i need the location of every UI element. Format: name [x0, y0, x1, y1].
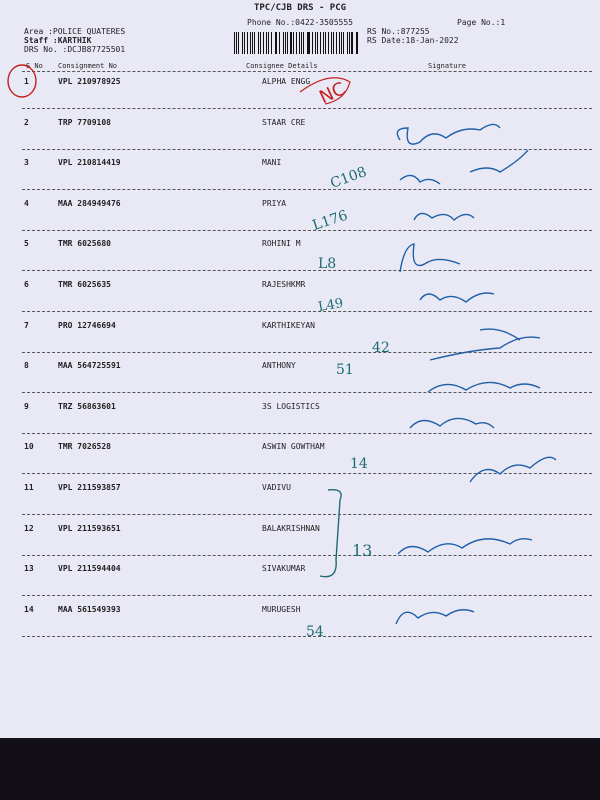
col-header-sno: S No [26, 62, 43, 70]
row-serial-number: 7 [24, 321, 29, 330]
row-consignee-name: 3S LOGISTICS [262, 402, 320, 411]
signature-row-12 [398, 539, 532, 554]
rs-date-field: RS Date:18-Jan-2022 [367, 36, 459, 45]
row-serial-number: 6 [24, 280, 29, 289]
row-serial-number: 1 [24, 77, 29, 86]
row-consignment-number: TRP 7709108 [58, 118, 111, 127]
row-serial-number: 2 [24, 118, 29, 127]
note-54: 54 [306, 624, 324, 640]
signature-row-14 [396, 610, 474, 624]
row-consignment-number: PRO 12746694 [58, 321, 116, 330]
row-consignee-name: MANI [262, 158, 282, 167]
row-serial-number: 10 [24, 442, 34, 451]
row-consignment-number: MAA 561549393 [58, 605, 121, 614]
note-42: 42 [372, 340, 390, 356]
col-header-consignee: Consignee Details [246, 62, 318, 70]
note-l8: L8 [318, 256, 337, 272]
row-consignment-number: VPL 211594404 [58, 564, 121, 573]
row-consignee-name: PRIYA [262, 199, 287, 208]
row-consignee-name: ALPHA ENGG [262, 77, 311, 86]
row-serial-number: 9 [24, 402, 29, 411]
page-number: Page No.:1 [457, 18, 506, 27]
row-serial-number: 5 [24, 239, 29, 248]
row-consignment-number: VPL 210814419 [58, 158, 121, 167]
row-serial-number: 3 [24, 158, 29, 167]
note-51: 51 [336, 362, 354, 378]
signature-row-9 [410, 418, 494, 428]
row-consignee-name: ROHINI M [262, 239, 301, 248]
row-serial-number: 11 [24, 483, 34, 492]
signature-row-5 [400, 244, 460, 272]
rs-number-field: RS No.:877255 [367, 27, 430, 36]
row-consignment-number: VPL 211593857 [58, 483, 121, 492]
col-header-consignment: Consignment No [58, 62, 118, 70]
area-field: Area :POLICE QUATERES [24, 27, 126, 36]
row-consignee-name: ASWIN GOWTHAM [262, 442, 325, 451]
row-consignment-number: TMR 6025680 [58, 239, 111, 248]
col-header-signature: Signature [428, 62, 466, 70]
scan-border [0, 738, 600, 800]
row-consignee-name: ANTHONY [262, 361, 296, 370]
row-consignee-name: MURUGESH [262, 605, 301, 614]
signature-scribbles [396, 124, 556, 624]
row-consignee-name: SIVAKUMAR [262, 564, 306, 573]
note-13: 13 [352, 541, 373, 560]
row-consignment-number: MAA 284949476 [58, 199, 121, 208]
row-serial-number: 8 [24, 361, 29, 370]
row-serial-number: 12 [24, 524, 34, 533]
row-serial-number: 4 [24, 199, 29, 208]
row-consignee-name: RAJESHKMR [262, 280, 306, 289]
note-c108: C108 [328, 164, 369, 192]
signature-row-3 [400, 150, 528, 184]
row-consignee-name: VADIVU [262, 483, 291, 492]
phone-number: Phone No.:0422-3505555 [247, 18, 353, 27]
document-title: TPC/CJB DRS - PCG [253, 3, 347, 13]
row-consignee-name: STAAR CRE [262, 118, 306, 127]
row-consignment-number: TMR 7026528 [58, 442, 111, 451]
bracket-mark [320, 490, 341, 577]
row-consignee-name: BALAKRISHNAN [262, 524, 320, 533]
staff-field: Staff :KARTHIK [24, 36, 92, 45]
signature-row-2 [397, 124, 500, 144]
row-consignment-number: VPL 210978925 [58, 77, 121, 86]
red-circle-mark [8, 65, 36, 97]
nc-note: NC [316, 78, 349, 109]
row-serial-number: 13 [24, 564, 34, 573]
note-l49: L49 [317, 295, 345, 316]
row-serial-number: 14 [24, 605, 34, 614]
note-l176: L176 [310, 207, 350, 234]
signature-row-10 [470, 457, 556, 482]
signature-row-7 [430, 329, 540, 360]
row-consignment-number: VPL 211593651 [58, 524, 121, 533]
row-consignment-number: MAA 564725591 [58, 361, 121, 370]
drs-number-field: DRS No. :DCJB87725501 [24, 45, 126, 54]
row-consignment-number: TRZ 56863601 [58, 402, 116, 411]
note-14: 14 [350, 456, 368, 472]
row-consignment-number: TMR 6025635 [58, 280, 111, 289]
row-consignee-name: KARTHIKEYAN [262, 321, 315, 330]
signature-row-4 [414, 213, 474, 220]
signature-row-6 [420, 293, 494, 302]
signature-row-8 [428, 382, 540, 392]
